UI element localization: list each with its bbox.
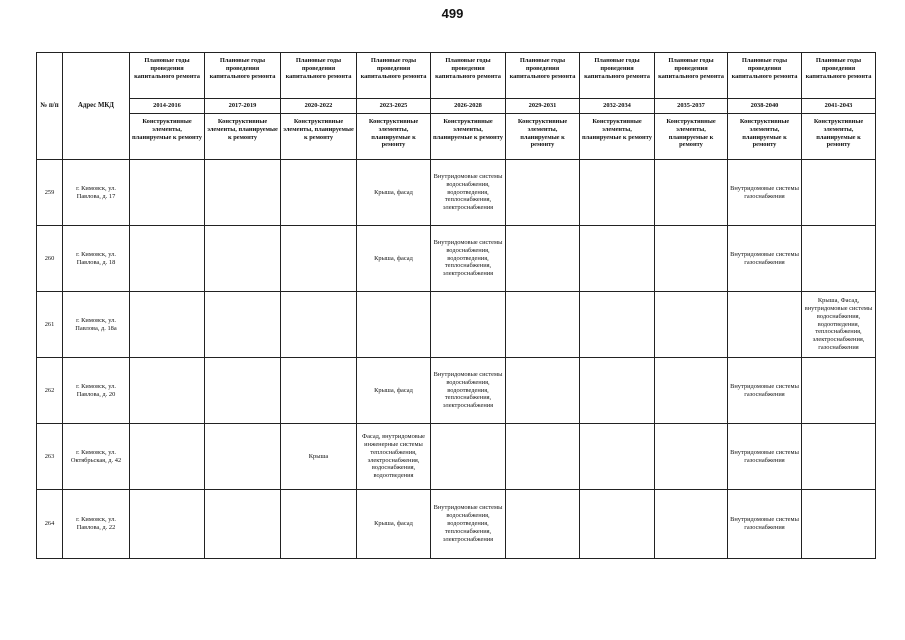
header-row-years bbox=[37, 99, 876, 114]
row-address: г. Кимовск, ул. Павлова, д. 18 bbox=[63, 226, 130, 292]
period-elements-label: Конструктивные элементы, планируемые к ремонту bbox=[357, 114, 431, 160]
repair-elements-cell bbox=[205, 490, 281, 559]
table-row bbox=[37, 226, 876, 292]
row-number: 264 bbox=[37, 490, 63, 559]
repair-elements-cell bbox=[580, 358, 655, 424]
period-years: 2023-2025 bbox=[357, 99, 431, 114]
period-title: Плановые годы проведения капитального ремонта bbox=[431, 53, 506, 99]
repair-elements-cell bbox=[580, 226, 655, 292]
row-address: г. Кимовск, ул. Павлова, д. 20 bbox=[63, 358, 130, 424]
row-address: г. Кимовск, ул. Октябрьская, д. 42 bbox=[63, 424, 130, 490]
table-row bbox=[37, 292, 876, 358]
repair-elements-cell bbox=[655, 424, 728, 490]
repair-elements-cell bbox=[281, 160, 357, 226]
row-number: 260 bbox=[37, 226, 63, 292]
period-title: Плановые годы проведения капитального ремонта bbox=[205, 53, 281, 99]
period-elements-label: Конструктивные элементы, планируемые к ремонту bbox=[655, 114, 728, 160]
period-title: Плановые годы проведения капитального ремонта bbox=[130, 53, 205, 99]
repair-elements-cell bbox=[506, 160, 580, 226]
repair-elements-cell bbox=[506, 490, 580, 559]
table-header bbox=[37, 53, 876, 160]
repair-elements-cell bbox=[130, 160, 205, 226]
repair-elements-cell: Внутридомовые системы газоснабжения bbox=[728, 160, 802, 226]
repair-elements-cell bbox=[802, 226, 876, 292]
period-title: Плановые годы проведения капитального ремонта bbox=[281, 53, 357, 99]
period-years: 2038-2040 bbox=[728, 99, 802, 114]
repair-elements-cell bbox=[728, 292, 802, 358]
repair-elements-cell bbox=[205, 292, 281, 358]
repair-elements-cell bbox=[580, 292, 655, 358]
repair-elements-cell bbox=[506, 424, 580, 490]
repair-elements-cell bbox=[580, 490, 655, 559]
table-row bbox=[37, 490, 876, 559]
repair-elements-cell: Внутридомовые системы газоснабжения bbox=[728, 358, 802, 424]
repair-elements-cell: Внутридомовые системы водоснабжения, водоотведения, теплоснабжения, электроснабжения bbox=[431, 490, 506, 559]
period-elements-label: Конструктивные элементы, планируемые к ремонту bbox=[802, 114, 876, 160]
repair-elements-cell: Внутридомовые системы водоснабжения, водоотведения, теплоснабжения, электроснабжения bbox=[431, 226, 506, 292]
table-row bbox=[37, 424, 876, 490]
repair-elements-cell bbox=[802, 490, 876, 559]
period-years: 2035-2037 bbox=[655, 99, 728, 114]
row-number: 259 bbox=[37, 160, 63, 226]
repair-elements-cell bbox=[357, 292, 431, 358]
period-title: Плановые годы проведения капитального ремонта bbox=[728, 53, 802, 99]
repair-elements-cell bbox=[281, 292, 357, 358]
period-years: 2029-2031 bbox=[506, 99, 580, 114]
period-elements-label: Конструктивные элементы, планируемые к ремонту bbox=[205, 114, 281, 160]
period-years: 2014-2016 bbox=[130, 99, 205, 114]
row-address: г. Кимовск, ул. Павлова, д. 18а bbox=[63, 292, 130, 358]
repair-elements-cell: Внутридомовые системы газоснабжения bbox=[728, 424, 802, 490]
repair-elements-cell: Крыша, фасад bbox=[357, 358, 431, 424]
period-elements-label: Конструктивные элементы, планируемые к ремонту bbox=[130, 114, 205, 160]
period-title: Плановые годы проведения капитального ремонта bbox=[506, 53, 580, 99]
repair-elements-cell bbox=[655, 490, 728, 559]
row-number: 263 bbox=[37, 424, 63, 490]
repair-elements-cell bbox=[506, 358, 580, 424]
repair-elements-cell bbox=[130, 226, 205, 292]
repair-elements-cell bbox=[431, 292, 506, 358]
period-years: 2041-2043 bbox=[802, 99, 876, 114]
repair-elements-cell bbox=[580, 160, 655, 226]
period-title: Плановые годы проведения капитального ремонта bbox=[802, 53, 876, 99]
repair-elements-cell: Крыша, фасад bbox=[357, 490, 431, 559]
repair-elements-cell: Внутридомовые системы водоснабжения, водоотведения, теплоснабжения, электроснабжения bbox=[431, 358, 506, 424]
period-elements-label: Конструктивные элементы, планируемые к ремонту bbox=[506, 114, 580, 160]
period-title: Плановые годы проведения капитального ремонта bbox=[655, 53, 728, 99]
period-years: 2017-2019 bbox=[205, 99, 281, 114]
repair-elements-cell bbox=[506, 226, 580, 292]
header-row-elements bbox=[37, 114, 876, 160]
repair-elements-cell bbox=[281, 226, 357, 292]
capital-repair-plan-table bbox=[36, 52, 876, 559]
repair-elements-cell: Крыша, Фасад, внутридомовые системы водоснабжения, водоотведения, теплоснабжения, электроснабжения, газоснабжения bbox=[802, 292, 876, 358]
repair-elements-cell bbox=[281, 490, 357, 559]
repair-elements-cell bbox=[802, 358, 876, 424]
row-address: г. Кимовск, ул. Павлова, д. 17 bbox=[63, 160, 130, 226]
repair-elements-cell bbox=[205, 226, 281, 292]
repair-elements-cell bbox=[655, 160, 728, 226]
repair-elements-cell bbox=[130, 358, 205, 424]
repair-elements-cell: Крыша, фасад bbox=[357, 226, 431, 292]
repair-elements-cell bbox=[655, 292, 728, 358]
period-elements-label: Конструктивные элементы, планируемые к ремонту bbox=[580, 114, 655, 160]
period-title: Плановые годы проведения капитального ремонта bbox=[357, 53, 431, 99]
table-row bbox=[37, 160, 876, 226]
repair-elements-cell bbox=[281, 358, 357, 424]
table-row bbox=[37, 358, 876, 424]
repair-elements-cell bbox=[655, 226, 728, 292]
period-years: 2020-2022 bbox=[281, 99, 357, 114]
repair-elements-cell bbox=[205, 160, 281, 226]
column-header-address: Адрес МКД bbox=[63, 53, 130, 160]
repair-elements-cell bbox=[655, 358, 728, 424]
repair-elements-cell bbox=[580, 424, 655, 490]
period-title: Плановые годы проведения капитального ремонта bbox=[580, 53, 655, 99]
repair-elements-cell: Крыша bbox=[281, 424, 357, 490]
table-body bbox=[37, 160, 876, 559]
header-row-titles bbox=[37, 53, 876, 99]
repair-elements-cell: Фасад, внутридомовые инженерные системы теплоснабжения, электроснабжения, водоснабжения, водоотведения bbox=[357, 424, 431, 490]
repair-elements-cell bbox=[431, 424, 506, 490]
column-header-number: № п/п bbox=[37, 53, 63, 160]
period-elements-label: Конструктивные элементы, планируемые к ремонту bbox=[431, 114, 506, 160]
repair-elements-cell: Внутридомовые системы водоснабжения, водоотведения, теплоснабжения, электроснабжения bbox=[431, 160, 506, 226]
repair-elements-cell bbox=[205, 358, 281, 424]
repair-elements-cell: Внутридомовые системы газоснабжения bbox=[728, 490, 802, 559]
repair-elements-cell bbox=[130, 424, 205, 490]
repair-elements-cell bbox=[205, 424, 281, 490]
row-number: 261 bbox=[37, 292, 63, 358]
row-number: 262 bbox=[37, 358, 63, 424]
repair-elements-cell: Крыша, фасад bbox=[357, 160, 431, 226]
page-number: 499 bbox=[441, 6, 464, 21]
row-address: г. Кимовск, ул. Павлова, д. 22 bbox=[63, 490, 130, 559]
period-elements-label: Конструктивные элементы, планируемые к ремонту bbox=[281, 114, 357, 160]
period-years: 2026-2028 bbox=[431, 99, 506, 114]
repair-elements-cell bbox=[130, 490, 205, 559]
repair-elements-cell bbox=[130, 292, 205, 358]
repair-elements-cell bbox=[506, 292, 580, 358]
repair-elements-cell bbox=[802, 160, 876, 226]
period-years: 2032-2034 bbox=[580, 99, 655, 114]
repair-elements-cell bbox=[802, 424, 876, 490]
period-elements-label: Конструктивные элементы, планируемые к ремонту bbox=[728, 114, 802, 160]
repair-elements-cell: Внутридомовые системы газоснабжения bbox=[728, 226, 802, 292]
